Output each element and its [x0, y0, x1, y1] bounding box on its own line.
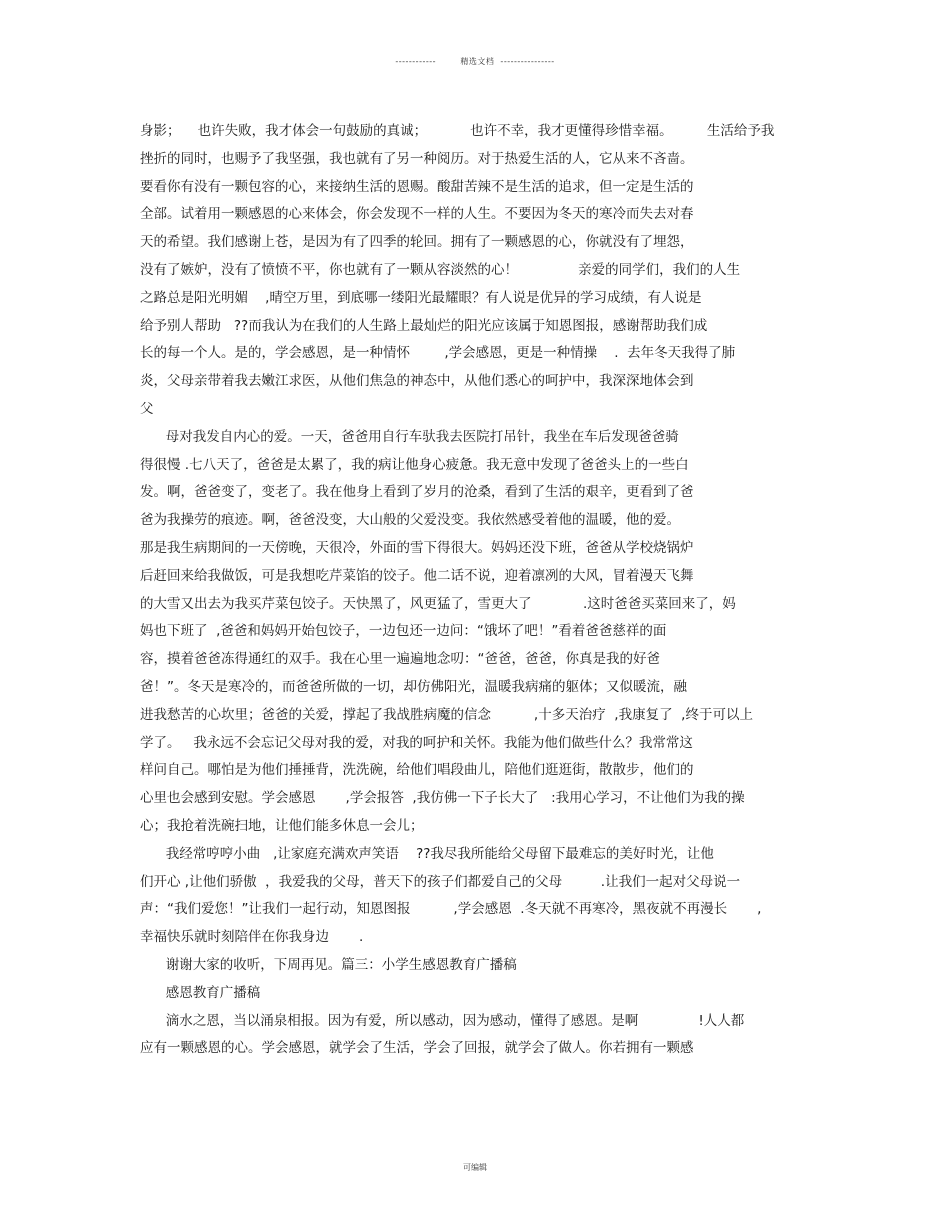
text-line: 应有一颗感恩的心。学会感恩，就学会了生活，学会了回报，就学会了做人。你若拥有一颗感 — [140, 1040, 694, 1057]
text-line: 感恩教育广播稿 — [140, 984, 261, 1001]
text-line: 声：“我们爱您！”让我们一起行动，知恩图报 ,学会感恩 .冬天就不再寒冷，黑夜就不再漫长 , — [140, 901, 762, 918]
text-line: 学了。 我永远不会忘记父母对我的爱，对我的呵护和关怀。我能为他们做些什么？我常常这 — [140, 734, 693, 751]
text-line: 进我愁苦的心坎里；爸爸的关爱，撑起了我战胜病魔的信念 ,十多天治疗 ,我康复了 ,终于可以上 — [140, 706, 753, 723]
text-line: 我经常哼哼小曲 ,让家庭充满欢声笑语 ??我尽我所能给父母留下最难忘的美好时光，让他 — [140, 845, 714, 862]
document-body — [140, 118, 820, 1063]
text-line: 爸为我操劳的痕迹。啊，爸爸没变，大山般的父爱没变。我依然感受着他的温暖，他的爱。 — [140, 512, 680, 529]
text-line: 谢谢大家的收听，下周再见。篇三：小学生感恩教育广播稿 — [140, 956, 517, 973]
text-line: 没有了嫉妒，没有了愤愤不平，你也就有了一颗从容淡然的心！ 亲爱的同学们，我们的人生 — [140, 261, 741, 278]
text-line: 之路总是阳光明媚 ,晴空万里，到底哪一缕阳光最耀眼？有人说是优异的学习成绩，有人说是 — [140, 289, 702, 306]
text-line: 父 — [140, 400, 154, 417]
text-line: 们开心 ,让他们骄傲 ，我爱我的父母，普天下的孩子们都爱自己的父母 .让我们一起对父母说一 — [140, 873, 741, 890]
text-line: 滴水之恩，当以涌泉相报。因为有爱，所以感动，因为感动，懂得了感恩。是啊 !人人都 — [140, 1012, 745, 1029]
text-line: 母对我发自内心的爱。一天，爸爸用自行车驮我去医院打吊针，我坐在车后发现爸爸骑 — [140, 428, 679, 445]
text-line: 全部。试着用一颗感恩的心来体会，你会发现不一样的人生。不要因为冬天的寒冷而失去对春 — [140, 206, 694, 223]
text-line: 天的希望。我们感谢上苍，是因为有了四季的轮回。拥有了一颗感恩的心，你就没有了埋怨， — [140, 234, 694, 251]
text-line: 幸福快乐就时刻陪伴在你我身边 . — [140, 929, 364, 946]
text-line: 心里也会感到安慰。学会感恩 ,学会报答 ,我仿佛一下子长大了 :我用心学习，不让他们为我的操 — [140, 790, 745, 807]
text-line: 炎，父母亲带着我去嫩江求医，从他们焦急的神态中，从他们悉心的呵护中，我深深地体会到 — [140, 373, 694, 390]
text-line: 身影； 也许失败，我才体会一句鼓励的真诚； 也许不幸，我才更懂得珍惜幸福。 生活给予我 — [140, 123, 775, 139]
text-line: 那是我生病期间的一天傍晚，天很冷，外面的雪下得很大。妈妈还没下班，爸爸从学校烧锅炉 — [140, 539, 694, 556]
text-line: 得很慢 .七八天了，爸爸是太累了，我的病让他身心疲惫。我无意中发现了爸爸头上的一些白 — [140, 456, 689, 473]
page-header: ------------ 精选文档 ---------------- — [395, 57, 555, 66]
text-line: 容，摸着爸爸冻得通红的双手。我在心里一遍遍地念叨：“爸爸，爸爸，你真是我的好爸 — [140, 651, 660, 668]
page-footer: 可编辑 — [463, 1163, 487, 1172]
text-line: 心；我抢着洗碗扫地，让他们能多休息一会儿； — [140, 817, 424, 834]
text-line: 后赶回来给我做饭，可是我想吃芹菜馅的饺子。他二话不说，迎着凛冽的大风，冒着漫天飞舞 — [140, 567, 694, 584]
text-line: 样问自己。哪怕是为他们捶捶背，洗洗碗，给他们唱段曲儿，陪他们逛逛街，散散步，他们的 — [140, 762, 694, 779]
text-line: 的大雪又出去为我买芹菜包饺子。天快黑了，风更猛了，雪更大了 .这时爸爸买菜回来了，妈 — [140, 595, 736, 612]
text-line: 妈也下班了 ,爸爸和妈妈开始包饺子，一边包还一边问：“饿坏了吧！”看着爸爸慈祥的面 — [140, 623, 667, 640]
text-line: 挫折的同时，也赐予了我坚强，我也就有了另一种阅历。对于热爱生活的人，它从来不吝啬。 — [140, 150, 694, 167]
text-line: 爸！”。冬天是寒冷的，而爸爸所做的一切，却仿佛阳光，温暖我病痛的躯体；又似暖流，融 — [140, 678, 687, 695]
text-line: 给予别人帮助 ??而我认为在我们的人生路上最灿烂的阳光应该属于知恩图报，感谢帮助我们成 — [140, 317, 708, 334]
text-line: 要看你有没有一颗包容的心，来接纳生活的恩赐。酸甜苦辣不是生活的追求，但一定是生活的 — [140, 178, 694, 195]
text-line: 长的每一个人。是的，学会感恩，是一种情怀 ,学会感恩，更是一种情操 . 去年冬天我得了肺 — [140, 345, 736, 362]
text-line: 发。啊，爸爸变了，变老了。我在他身上看到了岁月的沧桑，看到了生活的艰辛，更看到了爸 — [140, 484, 694, 501]
